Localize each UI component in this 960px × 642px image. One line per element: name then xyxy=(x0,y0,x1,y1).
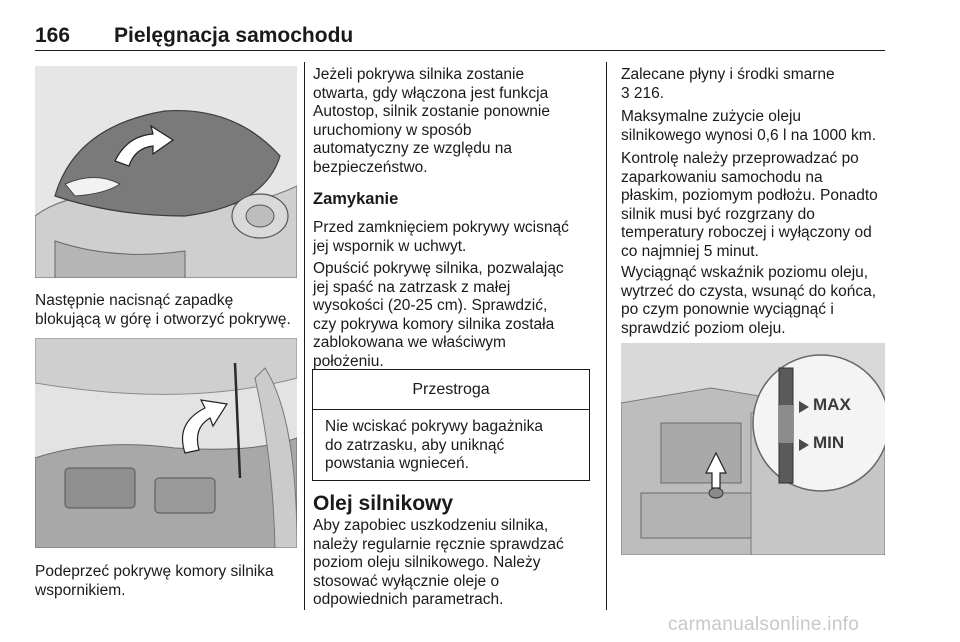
autostop-paragraph: Jeżeli pokrywa silnika zostanie otwarta, gdy włączona jest funkcja Autostop, silnik zostanie ponownie uruchomiony w sposób automatyczny ze względu na bezpieczeństwo. xyxy=(313,66,550,176)
oil-consumption-paragraph: Maksymalne zużycie oleju silnikowego wynosi 0,6 l na 1000 km. xyxy=(621,108,877,144)
column-divider-left xyxy=(304,62,305,610)
dipstick-max-label: MAX xyxy=(813,395,851,414)
caution-box xyxy=(312,369,590,481)
caution-title: Przestroga xyxy=(313,370,589,410)
caption-open-bonnet: Następnie nacisnąć zapadkę blokującą w górę i otworzyć pokrywę. xyxy=(35,292,291,328)
figure-dipstick xyxy=(621,343,885,555)
page-header xyxy=(35,22,885,52)
watermark-url: carmanualsonline.info xyxy=(668,614,860,635)
figure-bonnet-latch xyxy=(35,66,297,278)
caption-bonnet-stay: Podeprzeć pokrywę komory silnika wspornikiem. xyxy=(35,563,274,599)
page-title: Pielęgnacja samochodu xyxy=(114,24,354,47)
page-number: 166 xyxy=(35,24,71,47)
closing-paragraph-2: Opuścić pokrywę silnika, pozwalając jej spaść na zatrzask z małej wysokości (20-25 cm). Sprawdzić, czy pokrywa komory silnika została zablokowana we właściwym położeniu. xyxy=(313,260,564,370)
engine-oil-paragraph: Aby zapobiec uszkodzeniu silnika, należy regularnie ręcznie sprawdzać poziom oleju silnikowego. Należy stosować wyłącznie oleje o odpowiednich parametrach. xyxy=(313,517,564,608)
fluids-reference-paragraph: Zalecane płyny i środki smarne 3 216. xyxy=(621,66,835,102)
dipstick-min-label: MIN xyxy=(813,433,845,452)
header-rule xyxy=(35,50,885,51)
dipstick-instructions-paragraph: Wyciągnąć wskaźnik poziomu oleju, wytrzeć do czysta, wsunąć do końca, po czym ponownie wyciągnąć i sprawdzić poziom oleju. xyxy=(621,264,877,337)
closing-paragraph-1: Przed zamknięciem pokrywy wcisnąć jej wspornik w uchwyt. xyxy=(313,219,569,255)
closing-heading: Zamykanie xyxy=(313,190,399,208)
engine-oil-heading: Olej silnikowy xyxy=(313,492,454,515)
caution-body: Nie wciskać pokrywy bagażnika do zatrzasku, aby uniknąć powstania wgnieceń. xyxy=(325,418,543,472)
column-divider-right xyxy=(606,62,607,610)
figure-bonnet-stay xyxy=(35,338,297,548)
check-conditions-paragraph: Kontrolę należy przeprowadzać po zaparkowaniu samochodu na płaskim, poziomym podłożu. Ponadto silnik musi być rozgrzany do temperatury roboczej i wyłączony od co najmniej 5 minut. xyxy=(621,150,878,260)
